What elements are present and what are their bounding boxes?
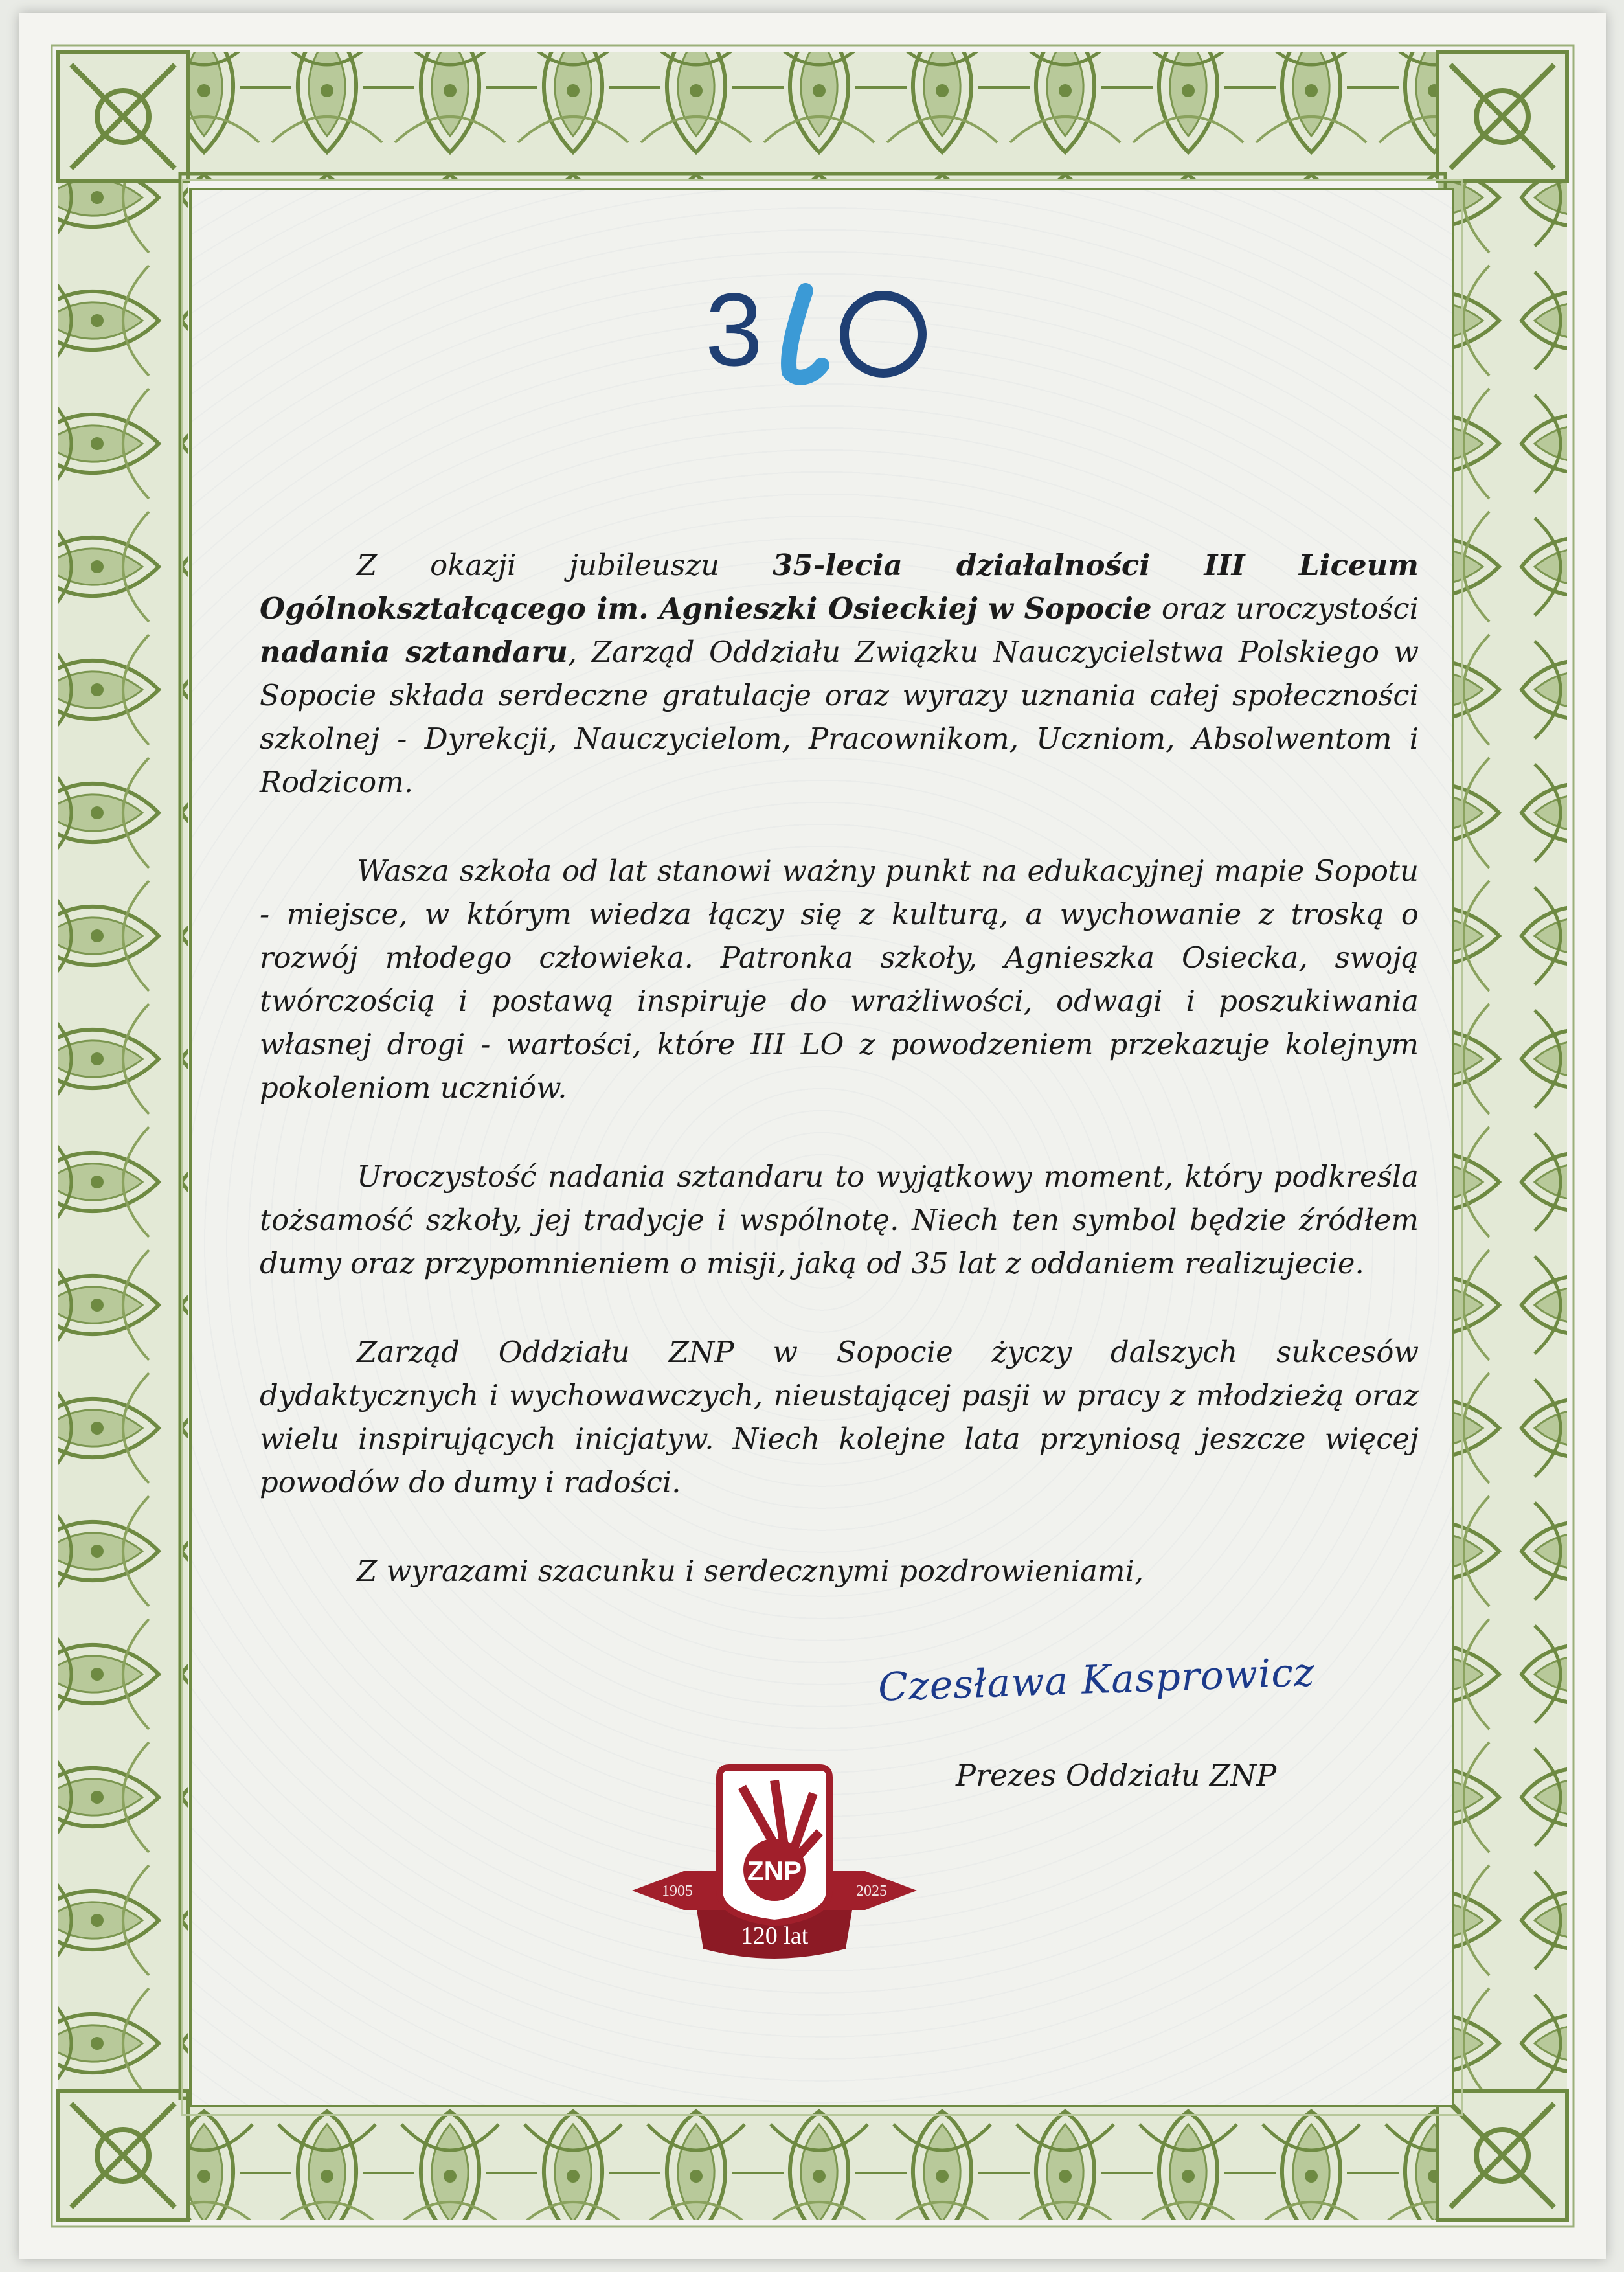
p1-text-bold-school: 35-lecia działalności III Liceum Ogólnokształcącego im. Agnieszki Osieckiej w Sopocie [260,548,1419,626]
diploma-sheet [19,13,1606,2259]
paragraph-2: Wasza szkoła od lat stanowi ważny punkt na edukacyjnej mapie Sopotu - miejsce, w którym wiedza łączy się z kulturą, a wychowanie z troską o rozwój młodego człowieka. Patronka szkoły, Agnieszka Osiecka, swoją twórczością i postawą inspiruje do wrażliwości, odwagi i poszukiwania własnej drogi - wartości, które III LO z powodzeniem przekazuje kolejnym pokoleniom uczniów. [260,854,1419,1105]
signatory-title: Prezes Oddziału ZNP [956,1758,1277,1793]
p1-text-e: , Zarząd Oddziału Związku Nauczycielstwa Polskiego w Sopocie składa serdeczne gratulacje oraz wyrazy uznania całej społeczności szkolnej - Dyrekcji, Nauczycielom, Pracownikom, Uczniom, Absolwentom i Rodzicom. [260,635,1419,799]
znp-letters: ZNP [747,1856,802,1886]
closing-line: Z wyrazami szacunku i serdecznymi pozdrowieniami, [357,1554,1144,1588]
znp-year-end: 2025 [856,1883,887,1900]
p1-text-a: Z okazji jubileuszu [357,548,773,582]
znp-year-start: 1905 [662,1883,693,1900]
3lo-logo-mark [699,275,945,385]
p1-text-bold-banner: nadania sztandaru [260,635,568,669]
school-logo [192,275,1452,387]
paragraph-3: Uroczystość nadania sztandaru to wyjątkowy moment, który podkreśla tożsamość szkoły, jej tradycje i wspólnotę. Niech ten symbol będzie źródłem dumy oraz przypomnieniem o misji, jaką od 35 lat z oddaniem realizujecie. [260,1159,1419,1280]
letter-body [189,188,1454,2107]
signature: Czesława Kasprowicz [877,1650,1316,1710]
letter-text [260,543,1419,1593]
paragraph-4: Zarząd Oddziału ZNP w Sopocie życzy dalszych sukcesów dydaktycznych i wychowawczych, nieustającej pasji w pracy z młodzieżą oraz wielu inspirujących inicjatyw. Niech kolejne lata przyniosą jeszcze więcej powodów do dumy i radości. [260,1335,1419,1499]
p1-text-c: oraz uroczystości [1151,591,1419,626]
logo-digit: 3 [705,275,763,385]
znp-anniversary: 120 lat [740,1922,809,1949]
znp-120-logo [632,1761,917,1968]
paragraph-1 [260,543,1419,804]
